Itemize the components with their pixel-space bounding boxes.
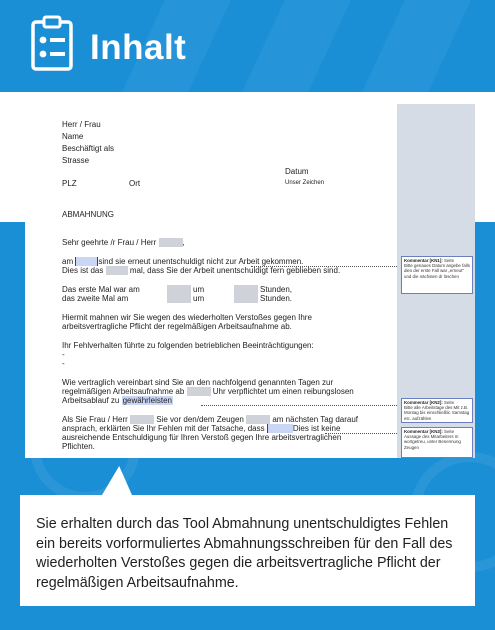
page-title: Inhalt: [90, 28, 187, 67]
recipient-line: Name: [62, 132, 84, 141]
comment-connector: [251, 266, 397, 267]
comment-connector: [325, 433, 397, 434]
date-field[interactable]: [75, 257, 97, 266]
bullet: -: [62, 350, 65, 359]
comment-bubble[interactable]: Kommentar [KN1]: Seite Bitte genaues Datum angebe falls dies der erste Fall war „erneut“ und die nächsten dr löschen: [401, 256, 473, 294]
second-hours-field[interactable]: [234, 294, 258, 303]
witness-field[interactable]: [246, 415, 270, 424]
paragraph-line: regelmäßigen Arbeitsaufnahme ab Uhr verpflichtet um einen reibungslosen: [62, 387, 354, 396]
comment-bubble[interactable]: Kommentar [KN2]: Seite Bitte alle Arbeitstage des Mit z.B. Montag bis einschließlic Samstag etc. aufzählen: [401, 398, 473, 423]
bullet: -: [62, 359, 65, 368]
paragraph-line: Ihr Fehlverhalten führte zu folgenden betrieblichen Beeinträchtigungen:: [62, 341, 314, 350]
header-pattern: [0, 0, 495, 92]
letter-heading: ABMAHNUNG: [62, 210, 115, 219]
reference-label: Unser Zeichen: [285, 180, 325, 186]
paragraph-line: Das erste Mal war am: [62, 285, 140, 294]
hours-label: Stunden,: [260, 285, 293, 294]
document-preview: [25, 104, 475, 458]
callout-pointer: [101, 466, 137, 497]
paragraph-line: am sind sie erneut unentschuldigt nicht zur Arbeit gekommen.: [62, 257, 304, 266]
highlighted-text[interactable]: gewährleisten: [122, 396, 172, 405]
first-date-field[interactable]: [167, 285, 191, 294]
um-label: um: [193, 294, 205, 303]
paragraph-line: Dies ist das mal, dass Sie der Arbeit unentschuldigt fern geblieben sind.: [62, 266, 341, 275]
paragraph-line: Hiermit mahnen wir Sie wegen des wiederholten Verstoßes gegen Ihre: [62, 313, 312, 322]
um-label: um: [193, 285, 205, 294]
name-field[interactable]: [159, 238, 183, 247]
recipient-line: Strasse: [62, 156, 90, 165]
plz-label: PLZ: [62, 179, 77, 188]
paragraph-line: Pflichten.: [62, 442, 95, 451]
paragraph-line: Als Sie Frau / Herr Sie vor den/dem Zeugen am nächsten Tag darauf: [62, 415, 359, 424]
comment-connector: [201, 405, 397, 406]
paragraph-line: arbeitsvertragliche Pflicht der regelmäßigen Arbeitsaufnahme ab.: [62, 322, 292, 331]
paragraph-line: das zweite Mal am: [62, 294, 129, 303]
letter-body: [25, 104, 397, 458]
salutation: Sehr geehrte /r Frau / Herr ,: [62, 238, 185, 247]
paragraph-line: Wie vertraglich vereinbart sind Sie an den nachfolgend genannten Tagen zur: [62, 378, 334, 387]
first-hours-field[interactable]: [234, 285, 258, 294]
start-time-field[interactable]: [187, 387, 211, 396]
hours-label: Stunden.: [260, 294, 293, 303]
description-text: Sie erhalten durch das Tool Abmahnung unentschuldigtes Fehlen ein bereits vorformuliertes Abmahnungsschreiben für den Fall des wiederholten Verstoßes gegen die arbeitsvertragliche Pflicht der regelmäßigen Arbeitsaufnahme.: [36, 516, 453, 591]
ort-label: Ort: [129, 179, 141, 188]
description-callout: [20, 495, 475, 606]
comment-bubble[interactable]: Kommentar [KN3]: Seite Aussage des Mitarbeiters m wortgetreu, unter Benennung Zeugen: [401, 427, 473, 458]
recipient-line: Herr / Frau: [62, 120, 101, 129]
date-label: Datum: [285, 167, 309, 176]
clipboard-checklist-icon: [30, 14, 74, 72]
recipient-line: Beschäftigt als: [62, 144, 115, 153]
paragraph-line: ausreichende Entschuldigung für Ihren Verstoß gegen Ihre arbeitsvertraglichen: [62, 433, 342, 442]
supervisor-field[interactable]: [130, 415, 154, 424]
second-date-field[interactable]: [167, 294, 191, 303]
excuse-field[interactable]: [267, 424, 293, 433]
paragraph-line: Arbeitsablauf zu gewährleisten: [62, 396, 172, 405]
count-field[interactable]: [106, 266, 128, 275]
paragraph-line: ansprach, erklärten Sie Ihr Fehlen mit der Tatsache, dass Dies ist keine: [62, 424, 341, 433]
header-banner: [0, 0, 495, 92]
